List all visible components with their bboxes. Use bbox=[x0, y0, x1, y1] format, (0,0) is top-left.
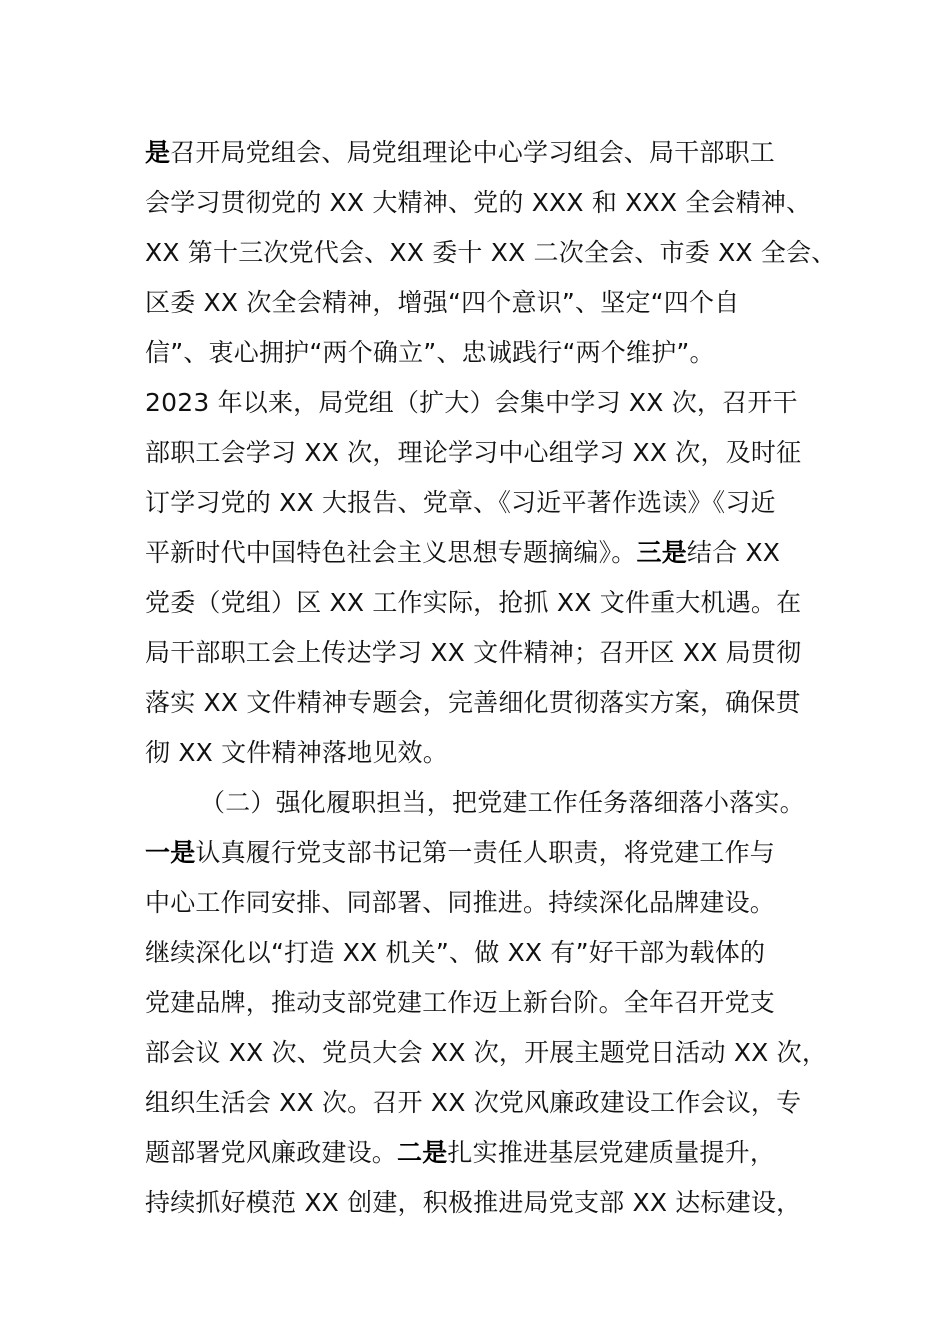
text-line-9 bbox=[145, 528, 780, 578]
bold-marker: 三是 bbox=[636, 538, 687, 567]
line-text: 部职工会学习 XX 次，理论学习中心组学习 XX 次，及时征 bbox=[145, 438, 802, 467]
text-line-16 bbox=[145, 878, 775, 928]
line-text-tail: 结合 XX bbox=[686, 538, 781, 567]
text-line-20 bbox=[145, 1078, 801, 1128]
text-line-7 bbox=[145, 428, 801, 478]
text-line-3 bbox=[145, 228, 837, 278]
line-text: 持续抓好模范 XX 创建，积极推进局党支部 XX 达标建设， bbox=[145, 1188, 802, 1217]
line-text: 2023 年以来，局党组（扩大）会集中学习 XX 次，召开干 bbox=[145, 388, 798, 417]
bold-lead: 是 bbox=[145, 138, 171, 167]
text-line-4 bbox=[145, 278, 739, 328]
line-text: 认真履行党支部书记第一责任人职责，将党建工作与 bbox=[195, 838, 776, 867]
heading-text: （二）强化履职担当，把党建工作任务落细落小落实。 bbox=[200, 788, 805, 817]
text-line-10 bbox=[145, 578, 801, 628]
text-line-22 bbox=[145, 1178, 801, 1228]
line-text: 召开局党组会、局党组理论中心学习组会、局干部职工 bbox=[170, 138, 776, 167]
line-text: 信”、衷心拥护“两个确立”、忠诚践行“两个维护”。 bbox=[145, 338, 715, 367]
text-line-2 bbox=[145, 178, 811, 228]
section-heading bbox=[200, 778, 805, 828]
line-text: 部会议 XX 次、党员大会 XX 次，开展主题党日活动 XX 次， bbox=[145, 1038, 828, 1067]
line-text-tail: 扎实推进基层党建质量提升， bbox=[447, 1138, 776, 1167]
line-text: 区委 XX 次全会精神，增强“四个意识”、坚定“四个自 bbox=[145, 288, 740, 317]
text-line-17 bbox=[145, 928, 765, 978]
text-line-21 bbox=[145, 1128, 775, 1178]
line-text: 局干部职工会上传达学习 XX 文件精神；召开区 XX 局贯彻 bbox=[145, 638, 802, 667]
line-text: 平新时代中国特色社会主义思想专题摘编》。 bbox=[145, 538, 637, 567]
text-line-12 bbox=[145, 678, 801, 728]
line-text: 组织生活会 XX 次。召开 XX 次党风廉政建设工作会议，专 bbox=[145, 1088, 802, 1117]
text-line-5 bbox=[145, 328, 715, 378]
text-line-8 bbox=[145, 478, 776, 528]
line-text: 中心工作同安排、同部署、同推进。持续深化品牌建设。 bbox=[145, 888, 776, 917]
line-text: 彻 XX 文件精神落地见效。 bbox=[145, 738, 448, 767]
line-text: 继续深化以“打造 XX 机关”、做 XX 有”好干部为载体的 bbox=[145, 938, 766, 967]
text-line-19 bbox=[145, 1028, 827, 1078]
line-text: 题部署党风廉政建设。 bbox=[145, 1138, 398, 1167]
text-line-6 bbox=[145, 378, 798, 428]
bold-marker: 二是 bbox=[397, 1138, 448, 1167]
line-text: 党委（党组）区 XX 工作实际，抢抓 XX 文件重大机遇。在 bbox=[145, 588, 802, 617]
text-line-13 bbox=[145, 728, 448, 778]
line-text: XX 第十三次党代会、XX 委十 XX 二次全会、市委 XX 全会、 bbox=[145, 238, 837, 267]
text-line-1 bbox=[145, 128, 775, 178]
line-text: 党建品牌，推动支部党建工作迈上新台阶。全年召开党支 bbox=[145, 988, 776, 1017]
line-text: 会学习贯彻党的 XX 大精神、党的 XXX 和 XXX 全会精神、 bbox=[145, 188, 812, 217]
line-text: 落实 XX 文件精神专题会，完善细化贯彻落实方案，确保贯 bbox=[145, 688, 801, 717]
text-line-18 bbox=[145, 978, 775, 1028]
bold-lead: 一是 bbox=[145, 838, 196, 867]
text-line-15 bbox=[145, 828, 775, 878]
line-text: 订学习党的 XX 大报告、党章、《习近平著作选读》《习近 bbox=[145, 488, 776, 517]
text-line-11 bbox=[145, 628, 801, 678]
